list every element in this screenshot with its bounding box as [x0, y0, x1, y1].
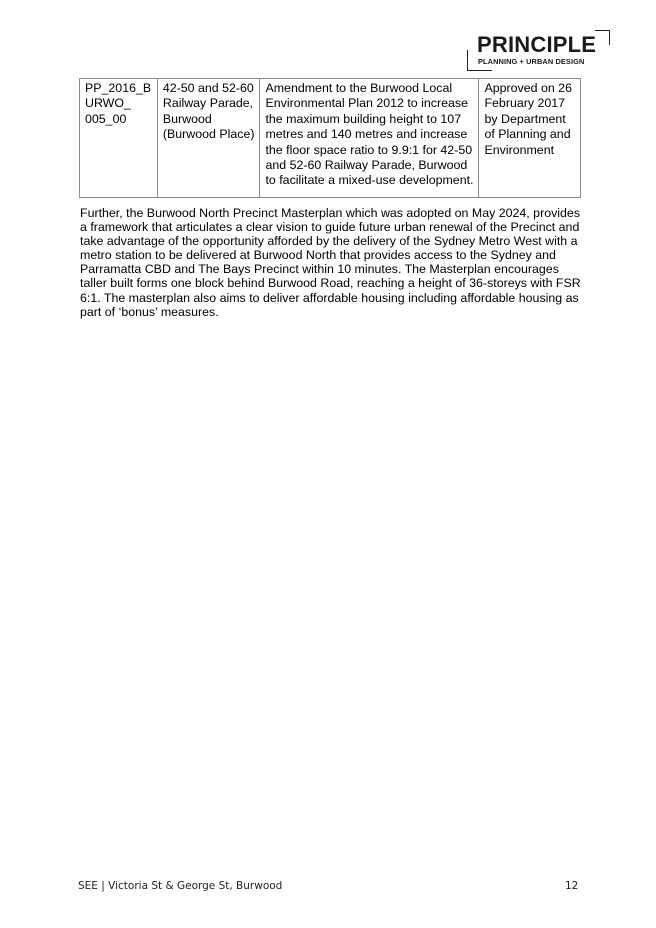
paragraph-line: Parramatta CBD and The Bays Precinct within 10 minutes. The Masterplan encourages	[80, 262, 559, 277]
description-cell	[260, 79, 479, 198]
principle-logo	[464, 28, 614, 74]
table-row	[80, 79, 581, 198]
reference-cell	[80, 79, 158, 198]
masterplan-paragraph	[80, 206, 585, 319]
cell-line: (Burwood Place)	[162, 127, 255, 142]
logo-corner-bracket-icon	[595, 30, 610, 45]
cell-line: by Department	[484, 111, 566, 126]
cell-line: metres and 140 metres and increase	[265, 127, 468, 142]
paragraph-line: a framework that articulates a clear vision to guide future urban renewal of the Precinct and	[80, 220, 580, 235]
cell-line: the floor space ratio to 9.9:1 for 42-50	[265, 142, 473, 157]
status-cell	[479, 79, 581, 198]
footer-page-number: 12	[565, 880, 579, 892]
paragraph-line: 6:1. The masterplan also aims to deliver affordable housing including affordable housing as	[80, 290, 579, 305]
cell-line: 42-50 and 52-60	[162, 81, 254, 95]
cell-line: February 2017	[484, 96, 566, 111]
paragraph-line: part of ‘bonus’ measures.	[80, 304, 219, 319]
paragraph-line: take advantage of the opportunity afforded by the delivery of the Sydney Metro West with a	[80, 234, 578, 249]
logo-tagline: PLANNING + URBAN DESIGN	[478, 57, 585, 66]
cell-line: and 52-60 Railway Parade, Burwood	[265, 158, 468, 173]
cell-line: 005_00	[85, 111, 127, 126]
paragraph-line: Further, the Burwood North Precinct Masterplan which was adopted on May 2024, provides	[80, 206, 581, 220]
cell-line: Environmental Plan 2012 to increase	[265, 96, 468, 111]
cell-line: to facilitate a mixed-use development.	[265, 173, 474, 188]
cell-line: Burwood	[162, 111, 212, 126]
cell-line: URWO_	[85, 96, 131, 111]
cell-line: the maximum building height to 107	[265, 111, 462, 126]
cell-line: Amendment to the Burwood Local	[265, 81, 453, 95]
logo-brand-text: PRINCIPLE	[477, 32, 597, 57]
cell-line: Environment	[484, 142, 555, 157]
paragraph-line: taller built forms one block behind Burwood Road, reaching a height of 36-storeys with FSR	[80, 276, 581, 291]
address-cell	[157, 79, 260, 198]
cell-line: of Planning and	[484, 127, 571, 142]
planning-proposals-table	[79, 78, 581, 198]
footer-document-title: SEE | Victoria St & George St, Burwood	[78, 880, 283, 892]
cell-line: Approved on 26	[484, 81, 572, 95]
cell-line: PP_2016_B	[85, 81, 152, 95]
cell-line: Railway Parade,	[162, 96, 254, 111]
paragraph-line: metro station to be delivered at Burwood North that provides access to the Sydney and	[80, 248, 556, 263]
